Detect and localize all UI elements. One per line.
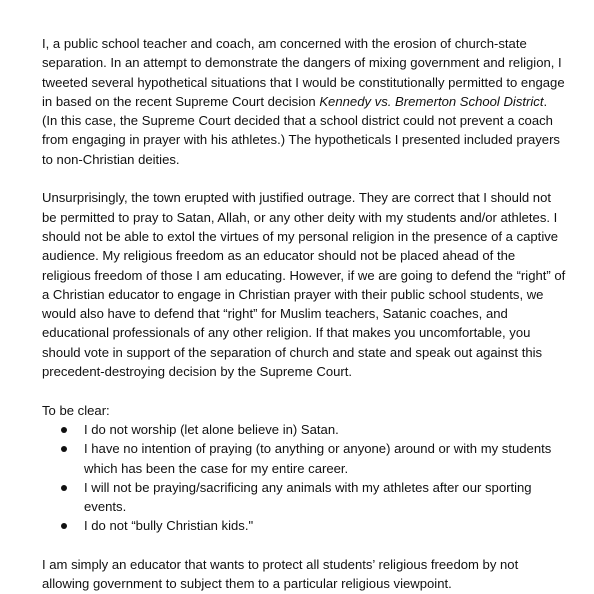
intro-text-end: . (In this case, the Supreme Court decided that a school district could not prevent a coach from engaging in prayer with his athletes.) The hypotheticals I presented included prayers to non-Christian deities. [42, 93, 560, 167]
bullet-icon [61, 427, 67, 433]
list-item-text: I will not be praying/sacrificing any animals with my athletes after our sporting events. [84, 479, 532, 515]
case-name: Kennedy vs. Bremerton School District [319, 93, 544, 109]
list-item [42, 478, 566, 517]
list-item [42, 516, 566, 535]
list-item-text: I have no intention of praying (to anything or anyone) around or with my students which has been the case for my entire career. [84, 441, 552, 476]
bullet-icon [61, 446, 67, 452]
clarification-list [42, 420, 566, 536]
list-item [42, 439, 566, 478]
list-item [42, 420, 566, 439]
clarification-heading: To be clear: [42, 402, 110, 418]
intro-paragraph [42, 34, 566, 169]
bullet-icon [61, 523, 67, 529]
list-item-text: I do not worship (let alone believe in) Satan. [84, 421, 339, 437]
body-paragraph: Unsurprisingly, the town erupted with justified outrage. They are correct that I should not be permitted to pray to Satan, Allah, or any other deity with my students and/or athletes. I should not be able to extol the virtues of my personal religion in the presence of a captive audience. My religious freedom as an educator should not be placed ahead of the religious freedom of those I am educating. However, if we are going to defend the “right” of a Christian educator to engage in Christian prayer with their public school students, we would also have to defend that “right” for Muslim teachers, Satanic coaches, and educational professionals of any other religion. If that makes you uncomfortable, you should vote in support of the separation of church and state and speak out against this precedent-destroying decision by the Supreme Court. [42, 190, 566, 380]
closing-paragraph: I am simply an educator that wants to protect all students’ religious freedom by not allowing government to subject them to a particular religious viewpoint. [42, 557, 519, 592]
intro-text-start: I, a public school teacher and coach, am concerned with the erosion of church-state separation. In an attempt to demonstrate the dangers of mixing government and religion, I tweeted several hypothetical situations that I would be constitutionally permitted to engage in based on the recent Supreme Court decision [42, 36, 565, 109]
list-item-text: I do not “bully Christian kids." [84, 518, 254, 534]
bullet-icon [61, 485, 67, 491]
